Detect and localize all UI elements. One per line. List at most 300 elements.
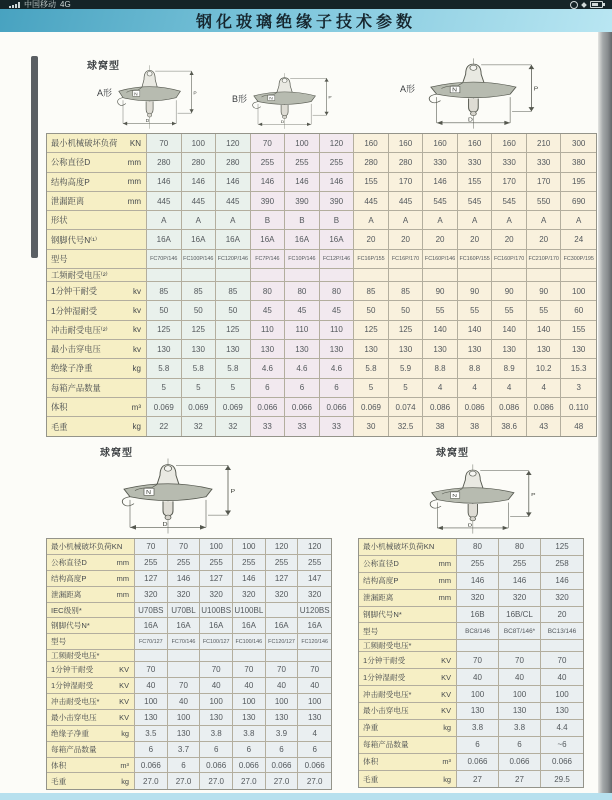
table-cell: 40 — [298, 678, 331, 694]
table-cell: FC70/127 — [135, 634, 168, 650]
row-label-cell — [47, 678, 135, 694]
table-cell: 210 — [527, 134, 562, 153]
row-label-cell — [359, 623, 457, 640]
shape-label-a2: A形 — [400, 83, 416, 94]
row-label: 最小击穿电压 — [51, 344, 101, 355]
table-cell — [266, 603, 299, 619]
table-cell: 195 — [561, 173, 596, 192]
table-cell: 6 — [233, 742, 266, 758]
svg-text:N: N — [269, 96, 273, 101]
row-unit: KV — [441, 672, 451, 682]
table-cell: 100 — [561, 282, 596, 301]
table-cell: 146 — [320, 173, 355, 192]
row-unit: KV — [119, 696, 129, 706]
table-cell: 0.066 — [285, 398, 320, 417]
table-cell: 146 — [168, 571, 201, 587]
row-unit: mm — [116, 573, 129, 583]
table-cell: FC160P/170 — [492, 250, 527, 269]
table-cell: FC100/127 — [200, 634, 233, 650]
table-cell: 20 — [541, 607, 583, 624]
table-cell: 445 — [354, 192, 389, 211]
table-cell: 0.110 — [561, 398, 596, 417]
row-unit: mm — [438, 576, 451, 586]
table-cell — [147, 269, 182, 282]
row-label: 公称直径D — [51, 557, 87, 567]
table-row — [359, 720, 583, 737]
table-cell: 160 — [354, 134, 389, 153]
table-cell: 6 — [298, 742, 331, 758]
table-cell: 90 — [458, 282, 493, 301]
section-title-bottom-right: 球窝型 — [436, 448, 469, 459]
table-cell: 445 — [182, 192, 217, 211]
table-row — [47, 250, 596, 269]
table-cell: 258 — [541, 556, 583, 573]
table-cell: 125 — [147, 321, 182, 340]
row-label-cell — [47, 634, 135, 650]
table-cell — [298, 650, 331, 662]
table-cell: 160 — [458, 134, 493, 153]
table-cell: 127 — [200, 571, 233, 587]
table-row — [47, 398, 596, 417]
table-row — [359, 573, 583, 590]
row-label: 体积 — [51, 760, 67, 770]
table-cell: 130 — [561, 340, 596, 359]
table-cell: 255 — [499, 556, 541, 573]
table-cell: 100 — [298, 694, 331, 710]
table-cell: 5.9 — [389, 359, 424, 378]
row-label: 结构高度P — [363, 576, 399, 586]
table-cell: A — [147, 211, 182, 230]
table-cell: 70 — [499, 652, 541, 669]
row-label-cell — [47, 250, 147, 269]
table-cell: 80 — [251, 282, 286, 301]
row-unit: mm — [127, 177, 141, 187]
table-cell: 3.8 — [233, 726, 266, 742]
table-row — [359, 539, 583, 556]
table-cell: 545 — [492, 192, 527, 211]
table-cell: 100 — [541, 686, 583, 703]
table-row — [47, 726, 331, 742]
svg-text:P: P — [193, 90, 197, 96]
row-label-cell — [47, 587, 135, 603]
table-cell: 16A — [135, 618, 168, 634]
table-cell: 27.0 — [233, 773, 266, 789]
row-label-cell — [47, 694, 135, 710]
table-cell: 140 — [527, 321, 562, 340]
table-cell: 70 — [168, 539, 201, 555]
table-cell: 146 — [457, 573, 499, 590]
table-cell: 0.086 — [423, 398, 458, 417]
table-row — [359, 703, 583, 720]
table-cell: 330 — [458, 153, 493, 172]
table-cell — [266, 650, 299, 662]
table-cell: 120 — [266, 539, 299, 555]
table-cell — [457, 640, 499, 652]
table-cell: 33 — [251, 417, 286, 436]
table-cell: 0.066 — [457, 754, 499, 771]
table-cell: FC100P/146 — [182, 250, 217, 269]
table-cell — [561, 269, 596, 282]
table-cell: BC13/146 — [541, 623, 583, 640]
table-cell: 545 — [423, 192, 458, 211]
table-row — [47, 555, 331, 571]
table-row — [47, 417, 596, 436]
row-unit: kg — [121, 728, 129, 738]
table-cell: 4 — [298, 726, 331, 742]
table-cell: 100 — [266, 694, 299, 710]
table-cell: 120 — [320, 134, 355, 153]
table-cell: 20 — [423, 230, 458, 249]
table-cell: 27.0 — [168, 773, 201, 789]
page-title: 钢化玻璃绝缘子技术参数 — [195, 13, 416, 31]
table-cell: 130 — [320, 340, 355, 359]
table-cell: 27.0 — [200, 773, 233, 789]
table-cell: 120 — [298, 539, 331, 555]
row-label: IEC级别* — [51, 605, 82, 615]
table-cell: 120 — [216, 134, 251, 153]
row-unit: KN — [129, 138, 141, 148]
table-cell: 130 — [251, 340, 286, 359]
table-cell — [527, 269, 562, 282]
table-cell: 16A — [266, 618, 299, 634]
table-cell: 6 — [320, 379, 355, 398]
table-cell: 6 — [251, 379, 286, 398]
table-cell: 445 — [389, 192, 424, 211]
table-cell: A — [458, 211, 493, 230]
table-cell — [285, 269, 320, 282]
row-unit: kv — [133, 306, 141, 316]
table-cell: 20 — [389, 230, 424, 249]
table-cell: 130 — [492, 340, 527, 359]
table-cell: 125 — [354, 321, 389, 340]
table-cell: 100 — [135, 694, 168, 710]
table-cell: 255 — [251, 153, 286, 172]
table-cell: 320 — [541, 590, 583, 607]
table-row — [47, 678, 331, 694]
table-cell: 545 — [458, 192, 493, 211]
svg-text:N: N — [146, 489, 152, 496]
row-unit: m³ — [442, 757, 451, 767]
row-unit: mm — [438, 559, 451, 569]
bottom-strip — [0, 793, 612, 800]
table-cell: 16A — [147, 230, 182, 249]
row-unit: mm — [116, 557, 129, 567]
table-cell: 4 — [423, 379, 458, 398]
table-cell: 4 — [458, 379, 493, 398]
table-cell: FC120/146 — [298, 634, 331, 650]
table-cell: 60 — [561, 301, 596, 320]
table-row — [47, 571, 331, 587]
table-cell: A — [423, 211, 458, 230]
row-label: 体积 — [363, 757, 379, 767]
table-row — [47, 211, 596, 230]
svg-text:N: N — [134, 91, 138, 97]
table-cell: FC10P/146 — [285, 250, 320, 269]
table-cell — [499, 640, 541, 652]
table-row — [47, 587, 331, 603]
table-cell: 4 — [527, 379, 562, 398]
table-cell: A — [492, 211, 527, 230]
table-row — [47, 269, 596, 282]
row-label: 1分钟干耐受 — [363, 655, 406, 665]
table-cell: 85 — [354, 282, 389, 301]
row-label-cell — [47, 555, 135, 571]
table-cell: 27.0 — [298, 773, 331, 789]
table-cell: 0.066 — [200, 758, 233, 774]
row-unit: kv — [133, 344, 141, 354]
table-cell: 70 — [135, 539, 168, 555]
table-row — [47, 539, 331, 555]
table-cell: U100BL — [233, 603, 266, 619]
table-cell: 5.8 — [354, 359, 389, 378]
table-cell: 16A — [298, 618, 331, 634]
row-label: 1分钟湿耐受 — [51, 305, 98, 316]
table-cell: 155 — [354, 173, 389, 192]
table-cell: 147 — [298, 571, 331, 587]
table-cell: 16A — [200, 618, 233, 634]
table-cell: 130 — [499, 703, 541, 720]
table-cell: 3.9 — [266, 726, 299, 742]
table-cell: 24 — [561, 230, 596, 249]
row-unit: KV — [119, 665, 129, 675]
table-cell: 140 — [423, 321, 458, 340]
table-cell: 100 — [182, 134, 217, 153]
table-cell: 20 — [492, 230, 527, 249]
table-cell: 16A — [168, 618, 201, 634]
row-label: 最小机械破坏负荷KN — [363, 542, 435, 552]
table-cell: 320 — [266, 587, 299, 603]
svg-text:N: N — [452, 88, 458, 94]
table-cell — [541, 640, 583, 652]
table-cell — [320, 269, 355, 282]
table-cell: 146 — [251, 173, 286, 192]
table-cell: A — [182, 211, 217, 230]
table-cell: 100 — [233, 694, 266, 710]
table-cell: 55 — [527, 301, 562, 320]
table-cell: U70BL — [168, 603, 201, 619]
table-cell: 0.074 — [389, 398, 424, 417]
table-cell: 55 — [492, 301, 527, 320]
table-cell: A — [561, 211, 596, 230]
table-cell: FC16P/170 — [389, 250, 424, 269]
row-label-cell — [47, 301, 147, 320]
table-cell: FC12P/146 — [320, 250, 355, 269]
table-cell: 320 — [499, 590, 541, 607]
table-cell: 48 — [561, 417, 596, 436]
table-cell: 255 — [135, 555, 168, 571]
table-row — [47, 662, 331, 678]
row-label: 钢脚代号N⁽¹⁾ — [51, 234, 98, 245]
row-label-cell — [47, 650, 135, 662]
table-cell: 3.8 — [200, 726, 233, 742]
table-row — [47, 230, 596, 249]
table-cell: 90 — [423, 282, 458, 301]
table-cell: 6 — [135, 742, 168, 758]
row-label-cell — [359, 640, 457, 652]
table-cell: FC70P/146 — [147, 250, 182, 269]
table-row — [359, 771, 583, 788]
main-spec-table — [46, 133, 597, 437]
table-row — [359, 607, 583, 624]
table-cell: 100 — [233, 539, 266, 555]
table-cell: 690 — [561, 192, 596, 211]
table-cell: 33 — [285, 417, 320, 436]
row-label: 形状 — [51, 215, 68, 226]
table-cell — [389, 269, 424, 282]
table-cell: 130 — [147, 340, 182, 359]
table-cell: 70 — [298, 662, 331, 678]
row-unit: KV — [119, 681, 129, 691]
table-cell: 80 — [285, 282, 320, 301]
table-cell: 32 — [216, 417, 251, 436]
table-cell: 40 — [266, 678, 299, 694]
table-cell: 16A — [285, 230, 320, 249]
table-cell: 146 — [423, 173, 458, 192]
vpn-icon — [581, 2, 587, 8]
table-cell: B — [320, 211, 355, 230]
table-cell: 125 — [216, 321, 251, 340]
insulator-diagram-bottom-right — [400, 463, 540, 535]
status-right — [570, 1, 603, 9]
svg-text:D: D — [162, 521, 168, 528]
insulator-diagram-a2 — [398, 57, 543, 130]
table-cell: 6 — [285, 379, 320, 398]
table-cell: 0.066 — [135, 758, 168, 774]
row-label: 工频耐受电压* — [363, 641, 412, 651]
row-label-cell — [47, 321, 147, 340]
table-cell: 50 — [216, 301, 251, 320]
table-cell: 0.066 — [298, 758, 331, 774]
table-cell: FC70/146 — [168, 634, 201, 650]
table-cell: 70 — [200, 662, 233, 678]
table-cell: 4 — [492, 379, 527, 398]
table-cell: 320 — [298, 587, 331, 603]
row-label: 冲击耐受电压* — [363, 689, 412, 699]
row-label: 体积 — [51, 402, 68, 412]
table-cell: 55 — [458, 301, 493, 320]
table-cell: 85 — [147, 282, 182, 301]
table-cell: 155 — [561, 321, 596, 340]
table-cell: FC16P/155 — [354, 250, 389, 269]
table-cell: FC300P/195 — [561, 250, 596, 269]
table-cell: 40 — [135, 678, 168, 694]
row-label-cell — [359, 703, 457, 720]
row-unit: kg — [132, 363, 141, 373]
table-cell: 320 — [135, 587, 168, 603]
table-cell: 140 — [492, 321, 527, 340]
table-cell: 0.066 — [233, 758, 266, 774]
table-cell: 40 — [168, 694, 201, 710]
table-cell: 100 — [168, 710, 201, 726]
row-label-cell — [47, 726, 135, 742]
table-cell: 30 — [354, 417, 389, 436]
table-cell: A — [527, 211, 562, 230]
shape-label-b: B形 — [232, 93, 248, 104]
table-cell: 0.066 — [541, 754, 583, 771]
table-cell: 280 — [216, 153, 251, 172]
table-cell: 0.069 — [216, 398, 251, 417]
row-label-cell — [47, 710, 135, 726]
table-cell: 130 — [457, 703, 499, 720]
table-cell: 445 — [216, 192, 251, 211]
table-cell: 146 — [147, 173, 182, 192]
table-cell: 38 — [458, 417, 493, 436]
row-label: 1分钟湿耐受 — [363, 672, 406, 682]
row-label: 最小机械破坏负荷 — [51, 138, 118, 149]
table-cell: BC8/146 — [457, 623, 499, 640]
table-cell: 16A — [216, 230, 251, 249]
table-cell: 43 — [527, 417, 562, 436]
row-label-cell — [47, 618, 135, 634]
row-label-cell — [47, 603, 135, 619]
table-cell — [182, 269, 217, 282]
table-cell: 0.066 — [320, 398, 355, 417]
table-cell: 390 — [251, 192, 286, 211]
row-label-cell — [359, 737, 457, 754]
row-label-cell — [47, 230, 147, 249]
table-cell: ~6 — [541, 737, 583, 754]
table-cell: 130 — [135, 710, 168, 726]
table-cell: 0.069 — [147, 398, 182, 417]
table-cell: 125 — [541, 539, 583, 556]
table-cell: A — [216, 211, 251, 230]
row-label: 型号 — [51, 637, 67, 647]
table-cell: 27.0 — [135, 773, 168, 789]
table-row — [359, 754, 583, 771]
row-label: 冲击耐受电压* — [51, 696, 100, 706]
table-cell: 280 — [389, 153, 424, 172]
table-row — [47, 603, 331, 619]
table-cell: 110 — [285, 321, 320, 340]
row-label: 结构高度P — [51, 176, 90, 187]
table-cell: 130 — [266, 710, 299, 726]
table-cell: 390 — [320, 192, 355, 211]
table-row — [47, 742, 331, 758]
battery-icon — [590, 1, 603, 8]
table-cell: 27.0 — [266, 773, 299, 789]
table-cell — [216, 269, 251, 282]
table-cell: 330 — [527, 153, 562, 172]
row-unit: mm — [438, 593, 451, 603]
table-cell: 3.5 — [135, 726, 168, 742]
row-label-cell — [47, 359, 147, 378]
table-cell: 127 — [266, 571, 299, 587]
table-row — [47, 301, 596, 320]
table-cell: 20 — [458, 230, 493, 249]
row-label: 绝缘子净重 — [51, 363, 93, 374]
row-label-cell — [47, 192, 147, 211]
table-cell: 5 — [389, 379, 424, 398]
table-cell: 16A — [233, 618, 266, 634]
table-cell: U100BS — [200, 603, 233, 619]
row-unit: kv — [133, 286, 141, 296]
table-cell: 280 — [354, 153, 389, 172]
table-cell: 0.066 — [266, 758, 299, 774]
table-cell: 40 — [499, 669, 541, 686]
row-unit: kv — [133, 325, 141, 335]
table-cell: 170 — [492, 173, 527, 192]
table-cell: 5 — [354, 379, 389, 398]
table-cell: 45 — [285, 301, 320, 320]
row-label-cell — [47, 417, 147, 436]
table-cell: FC210P/170 — [527, 250, 562, 269]
table-cell: 8.8 — [423, 359, 458, 378]
table-cell: 130 — [458, 340, 493, 359]
table-cell: 70 — [233, 662, 266, 678]
table-cell: 70 — [541, 652, 583, 669]
table-row — [47, 634, 331, 650]
table-cell: 80 — [499, 539, 541, 556]
